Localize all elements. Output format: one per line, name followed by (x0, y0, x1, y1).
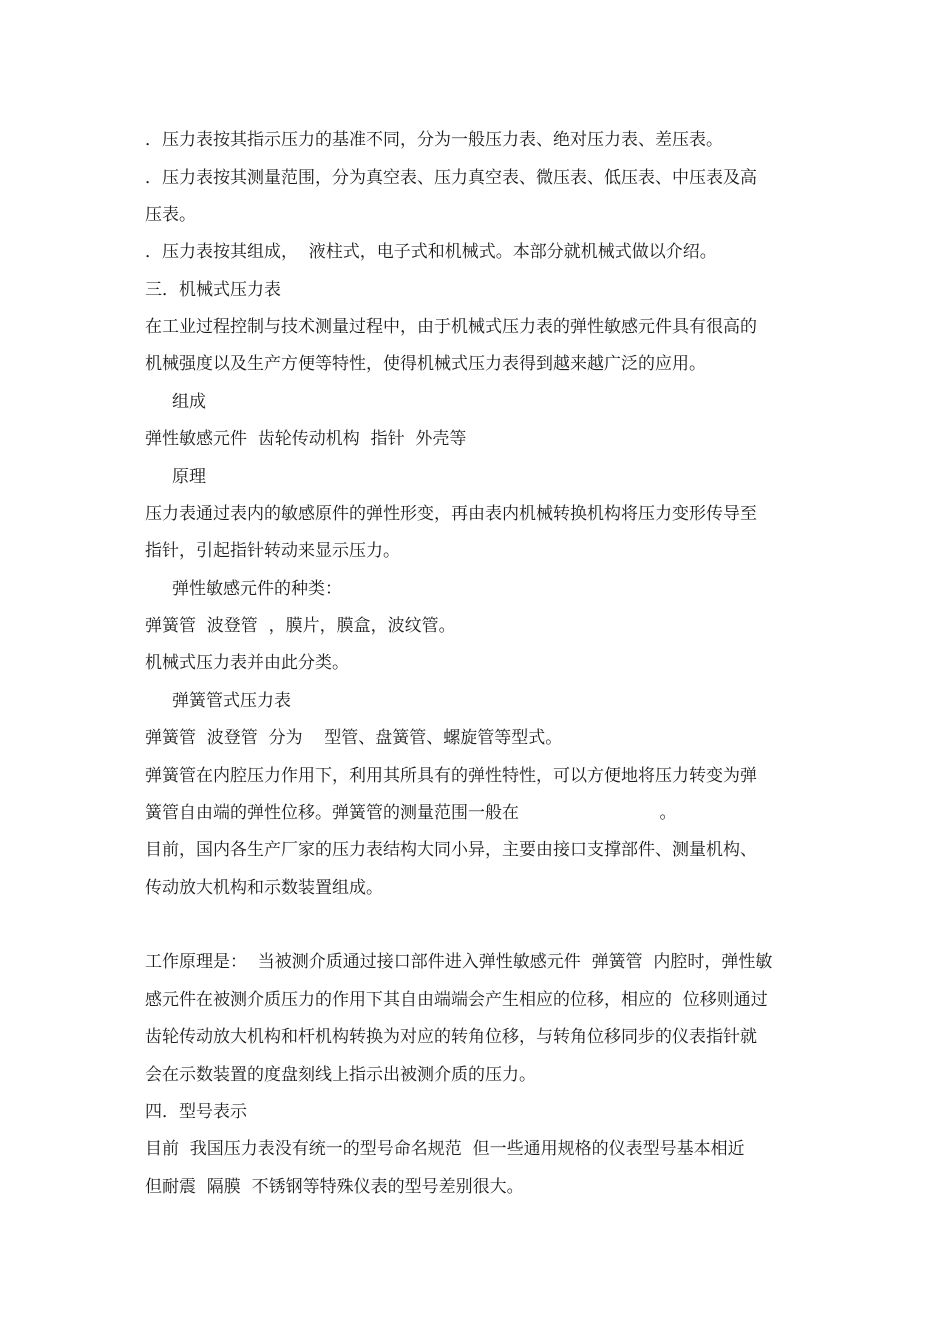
bourdon-types: 弹簧管 波登管 分为 型管、盘簧管、螺旋管等型式。 (145, 728, 563, 748)
bourdon-heading: 弹簧管式压力表 (172, 691, 291, 711)
model-line1: 目前 我国压力表没有统一的型号命名规范 但一些通用规格的仪表型号基本相近 (145, 1139, 745, 1159)
working-line1: 工作原理是： 当被测介质通过接口部件进入弹性敏感元件 弹簧管 内腔时，弹性敏 (145, 952, 773, 972)
section4-heading: 四．型号表示 (145, 1102, 247, 1122)
composition-heading: 组成 (172, 392, 206, 412)
elements-list: 弹簧管 波登管 ，膜片，膜盒，波纹管。 (145, 616, 456, 636)
list-item-range-line1: ．压力表按其测量范围，分为真空表、压力真空表、微压表、低压表、中压表及高 (145, 168, 757, 188)
list-item-range-line2: 压表。 (145, 205, 196, 225)
section3-heading: 三．机械式压力表 (145, 280, 281, 300)
list-item-composition: ．压力表按其组成， 液柱式，电子式和机械式。本部分就机械式做以介绍。 (145, 242, 717, 262)
bourdon-desc-line2: 簧管自由端的弹性位移。弹簧管的测量范围一般在 。 (145, 803, 677, 823)
elements-heading: 弹性敏感元件的种类： (172, 579, 342, 599)
composition-parts: 弹性敏感元件 齿轮传动机构 指针 外壳等 (145, 429, 467, 449)
working-line3: 齿轮传动放大机构和杆机构转换为对应的转角位移，与转角位移同步的仪表指针就 (145, 1027, 757, 1047)
principle-line1: 压力表通过表内的敏感原件的弹性形变，再由表内机械转换机构将压力变形传导至 (145, 504, 757, 524)
principle-line2: 指针，引起指针转动来显示压力。 (145, 541, 400, 561)
principle-heading: 原理 (172, 467, 206, 487)
working-line2: 感元件在被测介质压力的作用下其自由端端会产生相应的位移，相应的 位移则通过 (145, 990, 768, 1010)
bourdon-desc-line1: 弹簧管在内腔压力作用下，利用其所具有的弹性特性，可以方便地将压力转变为弹 (145, 766, 757, 786)
intro-line2: 机械强度以及生产方便等特性，使得机械式压力表得到越来越广泛的应用。 (145, 354, 706, 374)
structure-line1: 目前，国内各生产厂家的压力表结构大同小异，主要由接口支撑部件、测量机构、 (145, 840, 757, 860)
model-line2: 但耐震 隔膜 不锈钢等特殊仪表的型号差别很大。 (145, 1177, 524, 1197)
list-item-baseline: ．压力表按其指示压力的基准不同，分为一般压力表、绝对压力表、差压表。 (145, 130, 723, 150)
intro-line1: 在工业过程控制与技术测量过程中，由于机械式压力表的弹性敏感元件具有很高的 (145, 317, 757, 337)
classification-text: 机械式压力表并由此分类。 (145, 653, 349, 673)
working-line4: 会在示数装置的度盘刻线上指示出被测介质的压力。 (145, 1065, 536, 1085)
structure-line2: 传动放大机构和示数装置组成。 (145, 878, 383, 898)
